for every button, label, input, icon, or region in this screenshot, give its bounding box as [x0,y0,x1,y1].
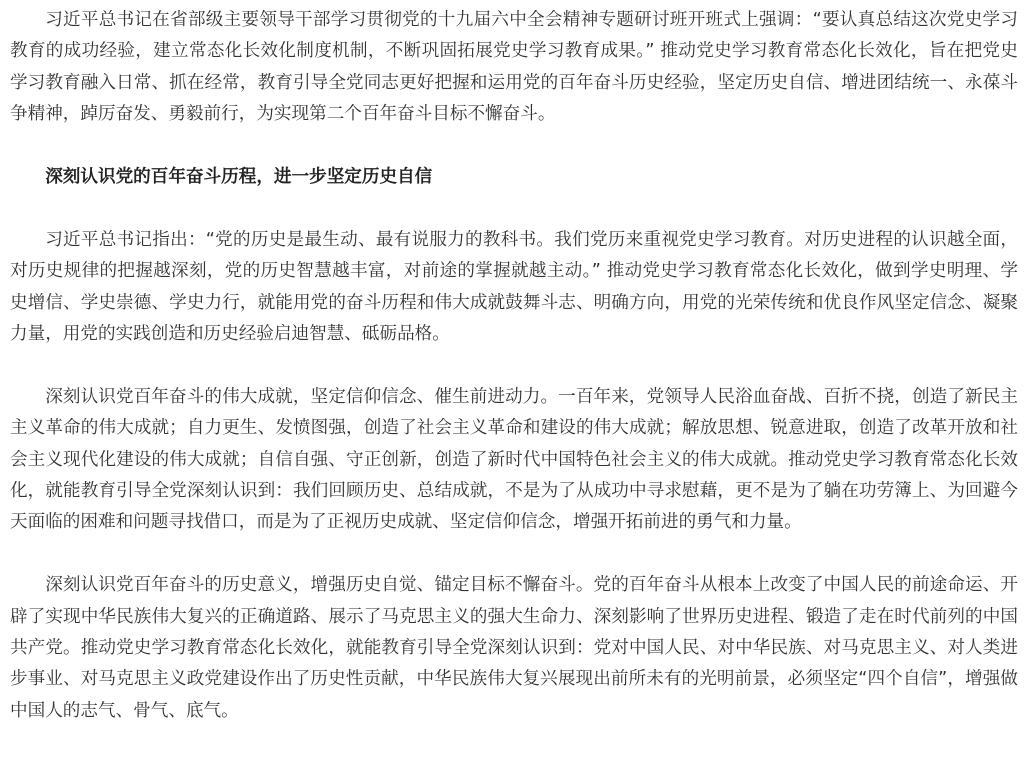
article-paragraph: 习近平总书记指出：“党的历史是最生动、最有说服力的教科书。我们党历来重视党史学习教育。对历史进程的认识越全面，对历史规律的把握越深刻，党的历史智慧越丰富，对前途的掌握就越主动。” 推动党史学习教育常态化长效化，做到学史明理、学史增信、学史崇德、学史力行，就能用党的奋斗历程和伟大成就鼓舞斗志、明确方向，用党的光荣传统和优良作风坚定信念、凝聚力量，用党的实践创造和历史经验启迪智慧、砥砺品格。 [10,229,1018,345]
article-body [10,5,1018,759]
article-paragraph: 深刻认识党百年奋斗的伟大成就，坚定信仰信念、催生前进动力。一百年来，党领导人民浴血奋战、百折不挠，创造了新民主主义革命的伟大成就；自力更生、发愤图强，创造了社会主义革命和建设的伟大成就；解放思想、锐意进取，创造了改革开放和社会主义现代化建设的伟大成就；自信自强、守正创新，创造了新时代中国特色社会主义的伟大成就。推动党史学习教育常态化长效化，就能教育引导全党深刻认识到：我们回顾历史、总结成就，不是为了从成功中寻求慰藉，更不是为了躺在功劳簿上、为回避今天面临的困难和问题寻找借口，而是为了正视历史成就、坚定信仰信念，增强开拓前进的勇气和力量。 [10,386,1018,533]
article-paragraph: 习近平总书记在省部级主要领导干部学习贯彻党的十九届六中全会精神专题研讨班开班式上强调：“要认真总结这次党史学习教育的成功经验，建立常态化长效化制度机制，不断巩固拓展党史学习教育成果。” 推动党史学习教育常态化长效化，旨在把党史学习教育融入日常、抓在经常，教育引导全党同志更好把握和运用党的百年奋斗历史经验，坚定历史自信、增进团结统一、永葆斗争精神，踔厉奋发、勇毅前行，为实现第二个百年奋斗目标不懈奋斗。 [10,10,1018,125]
article-paragraph: 深刻认识党百年奋斗的历史意义，增强历史自觉、锚定目标不懈奋斗。党的百年奋斗从根本上改变了中国人民的前途命运、开辟了实现中华民族伟大复兴的正确道路、展示了马克思主义的强大生命力、深刻影响了世界历史进程、锻造了走在时代前列的中国共产党。推动党史学习教育常态化长效化，就能教育引导全党深刻认识到：党对中国人民、对中华民族、对马克思主义、对人类进步事业、对马克思主义政党建设作出了历史性贡献，中华民族伟大复兴展现出前所未有的光明前景，必须坚定“四个自信”，增强做中国人的志气、骨气、底气。 [10,575,1018,721]
section-heading: 深刻认识党的百年奋斗历程，进一步坚定历史自信 [45,167,433,188]
